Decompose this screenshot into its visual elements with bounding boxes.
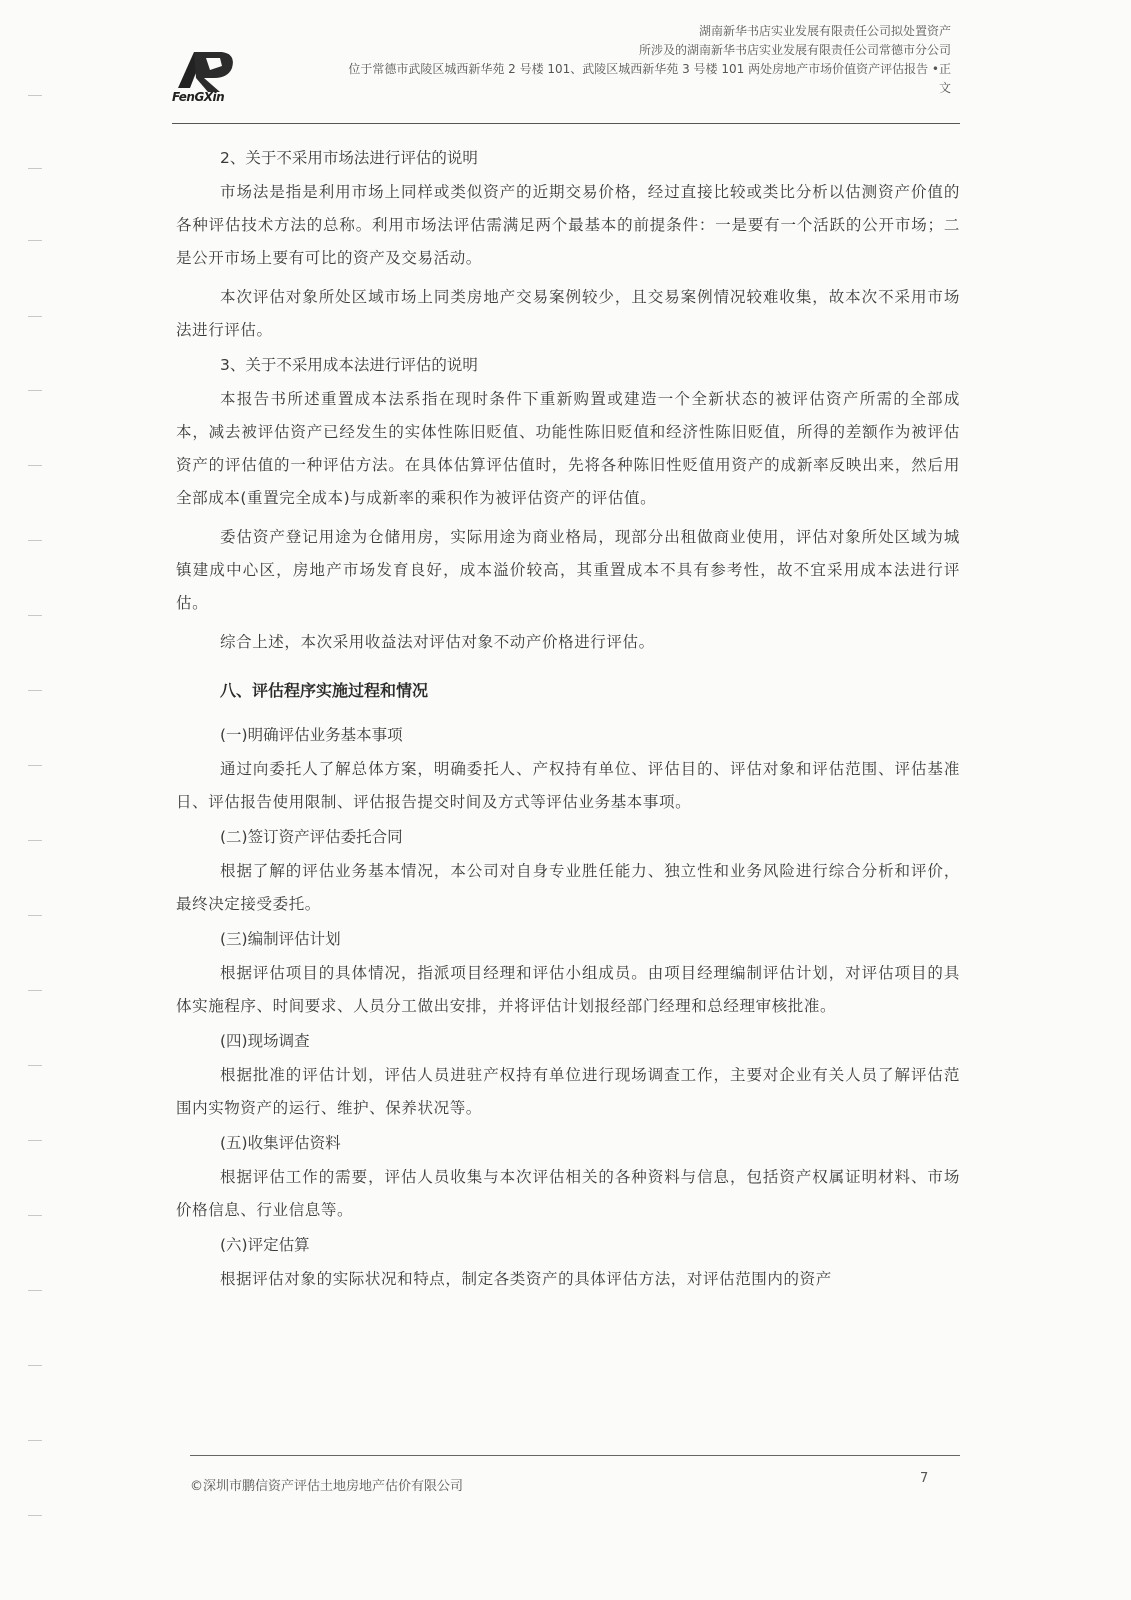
header-line: 位于常德市武陵区城西新华苑 2 号楼 101、武陵区城西新华苑 3 号楼 101 两处房地产市场价值资产评估报告 •正 [348,62,951,76]
section-heading: 八、评估程序实施过程和情况 [220,681,429,700]
paragraph: 本报告书所述重置成本法系指在现时条件下重新购置或建造一个全新状态的被评估资产所需的全部成本，减去被评估资产已经发生的实体性陈旧贬值、功能性陈旧贬值和经济性陈旧贬值，所得的差额作为被评估资产的评估值的一种评估方法。在具体估算评估值时，先将各种陈旧性贬值用资产的成新率反映出来，然后用全部成本(重置完全成本)与成新率的乘积作为被评估资产的评估值。 [176,390,960,507]
step-title: (六)评定估算 [220,1236,310,1254]
subheading-market-approach: 2、关于不采用市场法进行评估的说明 [220,149,478,167]
paragraph: 委估资产登记用途为仓储用房，实际用途为商业格局，现部分出租做商业使用，评估对象所处区域为城镇建成中心区，房地产市场发育良好，成本溢价较高，其重置成本不具有参考性，故不宜采用成本法进行评估。 [176,528,960,612]
footer-company: ©深圳市鹏信资产评估土地房地产估价有限公司 [190,1479,464,1494]
step-title: (五)收集评估资料 [220,1134,341,1152]
paragraph: 市场法是指是利用市场上同样或类似资产的近期交易价格，经过直接比较或类比分析以估测资产价值的各种评估技术方法的总称。利用市场法评估需满足两个最基本的前提条件：一是要有一个活跃的公开市场；二是公开市场上要有可比的资产及交易活动。 [176,183,960,267]
paragraph: 综合上述，本次采用收益法对评估对象不动产价格进行评估。 [220,633,655,651]
report-body [176,140,960,1296]
report-header [251,22,951,98]
step-title: (三)编制评估计划 [220,930,341,948]
binding-margin-marks [0,0,60,1600]
step-text: 根据评估工作的需要，评估人员收集与本次评估相关的各种资料与信息，包括资产权属证明材料、市场价格信息、行业信息等。 [176,1168,960,1219]
paragraph: 本次评估对象所处区域市场上同类房地产交易案例较少，且交易案例情况较难收集，故本次不采用市场法进行评估。 [176,288,960,339]
logo-wordmark: FenGXin [172,90,225,104]
step-title: (二)签订资产评估委托合同 [220,828,403,846]
page-number: 7 [920,1471,929,1486]
subheading-cost-approach: 3、关于不采用成本法进行评估的说明 [220,356,478,374]
header-line: 湖南新华书店实业发展有限责任公司拟处置资产 [698,24,951,38]
step-title: (四)现场调查 [220,1032,310,1050]
step-text: 根据评估项目的具体情况，指派项目经理和评估小组成员。由项目经理编制评估计划，对评估项目的具体实施程序、时间要求、人员分工做出安排，并将评估计划报经部门经理和总经理审核批准。 [176,964,960,1015]
step-title: (一)明确评估业务基本事项 [220,726,403,744]
step-text: 根据批准的评估计划，评估人员进驻产权持有单位进行现场调查工作，主要对企业有关人员了解评估范围内实物资产的运行、维护、保养状况等。 [176,1066,960,1117]
footer-divider [190,1455,960,1456]
step-text: 通过向委托人了解总体方案，明确委托人、产权持有单位、评估目的、评估对象和评估范围、评估基准日、评估报告使用限制、评估报告提交时间及方式等评估业务基本事项。 [176,760,960,811]
step-text: 根据评估对象的实际状况和特点，制定各类资产的具体评估方法，对评估范围内的资产 [220,1270,832,1288]
step-text: 根据了解的评估业务基本情况，本公司对自身专业胜任能力、独立性和业务风险进行综合分析和评价，最终决定接受委托。 [176,862,960,913]
header-line: 文 [938,81,951,95]
header-line: 所涉及的湖南新华书店实业发展有限责任公司常德市分公司 [638,43,951,57]
header-divider [172,123,960,124]
